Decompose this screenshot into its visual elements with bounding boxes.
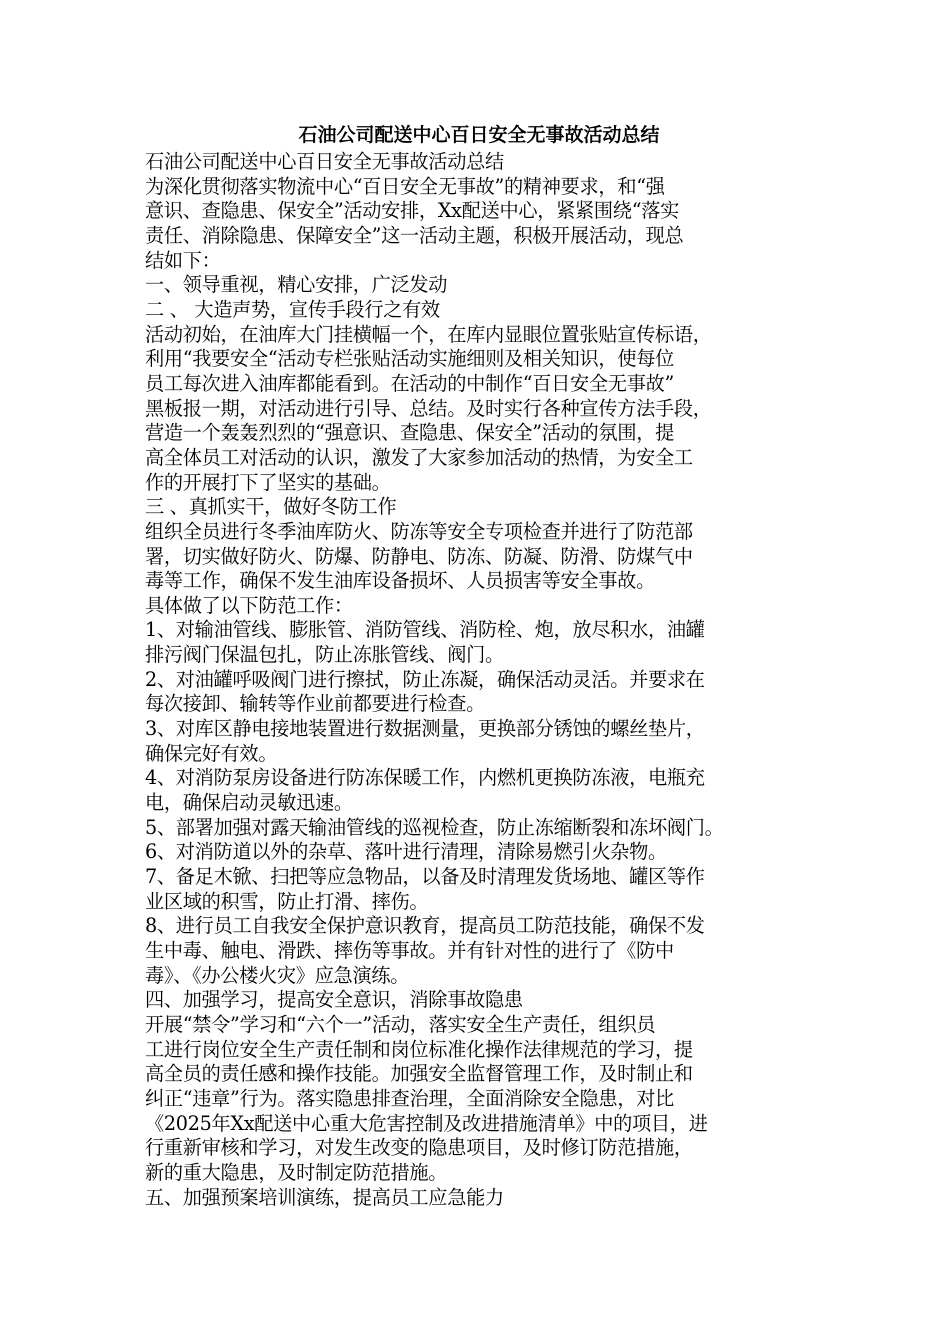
measure-item-8: 8、进行员工自我安全保护意识教育，提高员工防范技能，确保不发 生中毒、触电、滑跌、摔伤等事故。并有针对性的进行了《防中 毒》、《办公楼火灾》应急演练。	[145, 914, 705, 987]
measures-intro: 具体做了以下防范工作：	[145, 593, 353, 617]
section-heading-3: 三 、真抓实干，做好冬防工作	[145, 495, 397, 519]
measure-item-2: 2、对油罐呼吸阀门进行擦拭，防止冻凝，确保活动灵活。并要求在 每次接卸、输转等作业前都要进行检查。	[145, 667, 705, 716]
section-heading-4: 四、加强学习，提高安全意识，消除事故隐患	[145, 988, 523, 1012]
measure-item-3: 3、对库区静电接地装置进行数据测量，更换部分锈蚀的螺丝垫片， 确保完好有效。	[145, 717, 705, 765]
measure-item-1: 1、对输油管线、膨胀管、消防管线、消防栓、炮，放尽积水，油罐 排污阀门保温包扎，防止冻胀管线、阀门。	[145, 618, 705, 667]
document-title: 石油公司配送中心百日安全无事故活动总结	[298, 124, 660, 146]
section-4-paragraph: 开展“禁令”学习和“六个一”活动，落实安全生产责任，组织员 工进行岗位安全生产责任制和岗位标准化操作法律规范的学习，提 高全员的责任感和操作技能。加强安全监督管理工作，及时制止和 纠正“违章”行为。落实隐患排查治理，全面消除安全隐患，对比 《2025年Xx配送中心重大危害控制及改进措施清单》中的项目，进 行重新审核和学习，对发生改变的隐患项目，及时修订防范措施， 新的重大隐患，及时制定防范措施。	[145, 1012, 708, 1184]
section-2-paragraph: 活动初始，在油库大门挂横幅一个，在库内显眼位置张贴宣传标语， 利用“我要安全“活动专栏张贴活动实施细则及相关知识，使每位 员工每次进入油库都能看到。在活动的中制作“百日安全无事故” 黑板报一期，对活动进行引导、总结。及时实行各种宣传方法手段， 营造一个轰轰烈烈的“强意识、查隐患、保安全”活动的氛围，提 高全体员工对活动的认识，激发了大家参加活动的热情，为安全工 作的开展打下了坚实的基础。	[145, 322, 712, 494]
subtitle-line: 石油公司配送中心百日安全无事故活动总结	[145, 150, 504, 173]
document-page	[145, 120, 817, 1210]
measure-item-6: 6、对消防道以外的杂草、落叶进行清理，清除易燃引火杂物。	[145, 840, 667, 864]
measure-item-5: 5、部署加强对露天输油管线的巡视检查，防止冻缩断裂和冻坏阀门。	[145, 815, 724, 839]
section-heading-1: 一、领导重视，精心安排，广泛发动	[145, 273, 448, 297]
section-heading-2: 二 、 大造声势，宣传手段行之有效	[145, 297, 440, 321]
measure-item-7: 7、备足木锨、扫把等应急物品，以备及时清理发货场地、罐区等作 业区域的积雪，防止打滑、摔伤。	[145, 865, 705, 913]
section-3-paragraph: 组织全员进行冬季油库防火、防冻等安全专项检查并进行了防范部 署，切实做好防火、防爆、防静电、防冻、防凝、防滑、防煤气中 毒等工作，确保不发生油库设备损坏、人员损害等安全事故。	[145, 519, 693, 593]
measure-item-4: 4、对消防泵房设备进行防冻保暖工作，内燃机更换防冻液，电瓶充 电，确保启动灵敏迅速。	[145, 766, 705, 815]
section-heading-5: 五、加强预案培训演练，提高员工应急能力	[145, 1185, 504, 1209]
intro-paragraph: 为深化贯彻落实物流中心“百日安全无事故”的精神要求，和“强 意识、查隐患、保安全”活动安排，Xx配送中心，紧紧围绕“落实 责任、消除隐患、保障安全”这一活动主题，积极开展活动，现总 结如下：	[145, 174, 684, 272]
